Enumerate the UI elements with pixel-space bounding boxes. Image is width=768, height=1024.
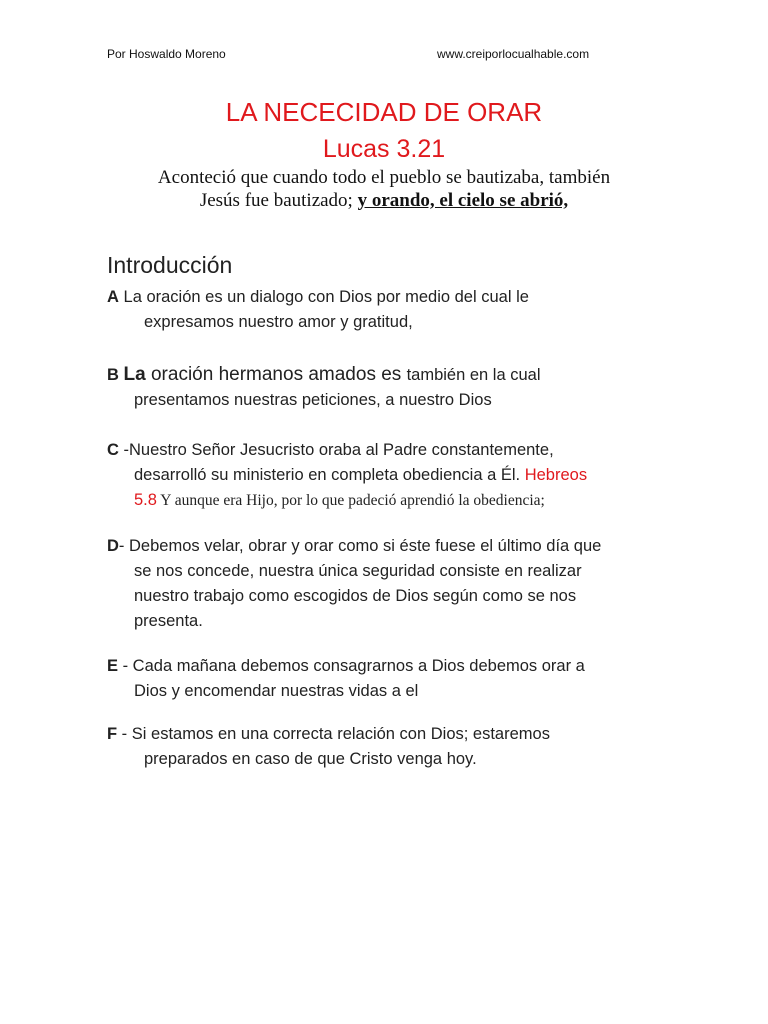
list-item-c xyxy=(107,438,661,513)
list-item-a xyxy=(107,285,661,335)
header-website: www.creiporlocualhable.com xyxy=(437,47,590,61)
item-text-continued: preparados en caso de que Cristo venga hoy. xyxy=(144,750,477,768)
verse-line-1: Aconteció que cuando todo el pueblo se bautizaba, también xyxy=(157,167,611,188)
item-text-continued: nuestro trabajo como escogidos de Dios según como se nos xyxy=(134,587,577,605)
item-bold-word: La xyxy=(123,364,146,385)
item-text-continued xyxy=(107,463,661,488)
scripture-verse xyxy=(100,166,668,212)
section-heading-introduccion: Introducción xyxy=(107,252,233,278)
item-text-continued: expresamos nuestro amor y gratitud, xyxy=(144,313,413,331)
list-item-d xyxy=(107,534,661,634)
bible-quote: Y aunque era Hijo, por lo que padeció aprendió la obediencia; xyxy=(156,492,545,509)
item-text: también en la cual xyxy=(406,366,541,384)
list-item-f xyxy=(107,722,661,772)
item-text: -Nuestro Señor Jesucristo oraba al Padre constantemente, xyxy=(118,441,554,459)
list-item-e xyxy=(107,654,661,704)
item-text-line2: desarrolló su ministerio en completa obediencia a Él. xyxy=(134,466,525,484)
item-letter: C xyxy=(107,441,119,459)
header-author: Por Hoswaldo Moreno xyxy=(107,47,226,61)
item-text: - Cada mañana debemos consagrarnos a Dios debemos orar a xyxy=(118,657,585,675)
bible-reference-verse: 5.8 xyxy=(134,491,157,509)
document-title: LA NECECIDAD DE ORAR xyxy=(225,97,543,127)
item-letter: E xyxy=(107,657,119,675)
item-letter: F xyxy=(107,725,118,743)
item-text-continued: Dios y encomendar nuestras vidas a el xyxy=(134,682,419,700)
item-large-text: oración hermanos amados es xyxy=(145,364,407,385)
item-letter: A xyxy=(107,288,119,306)
item-text-continued: se nos concede, nuestra única seguridad consiste en realizar xyxy=(134,562,582,580)
bible-reference: Hebreos xyxy=(524,466,588,484)
item-text: - Si estamos en una correcta relación con Dios; estaremos xyxy=(117,725,550,743)
item-letter: B xyxy=(107,366,119,384)
item-text-continued: presentamos nuestras peticiones, a nuestro Dios xyxy=(134,391,492,409)
item-text-continued xyxy=(107,488,661,513)
item-text: - Debemos velar, obrar y orar como si éste fuese el último día que xyxy=(118,537,602,555)
verse-line-2: Jesús fue bautizado; xyxy=(199,190,358,211)
scripture-reference: Lucas 3.21 xyxy=(322,135,446,163)
item-text-continued: presenta. xyxy=(134,612,203,630)
item-letter: D xyxy=(107,537,119,555)
item-text: La oración es un dialogo con Dios por medio del cual le xyxy=(123,288,529,306)
list-item-b xyxy=(107,362,661,413)
verse-emphasis: y orando, el cielo se abrió, xyxy=(357,190,569,211)
